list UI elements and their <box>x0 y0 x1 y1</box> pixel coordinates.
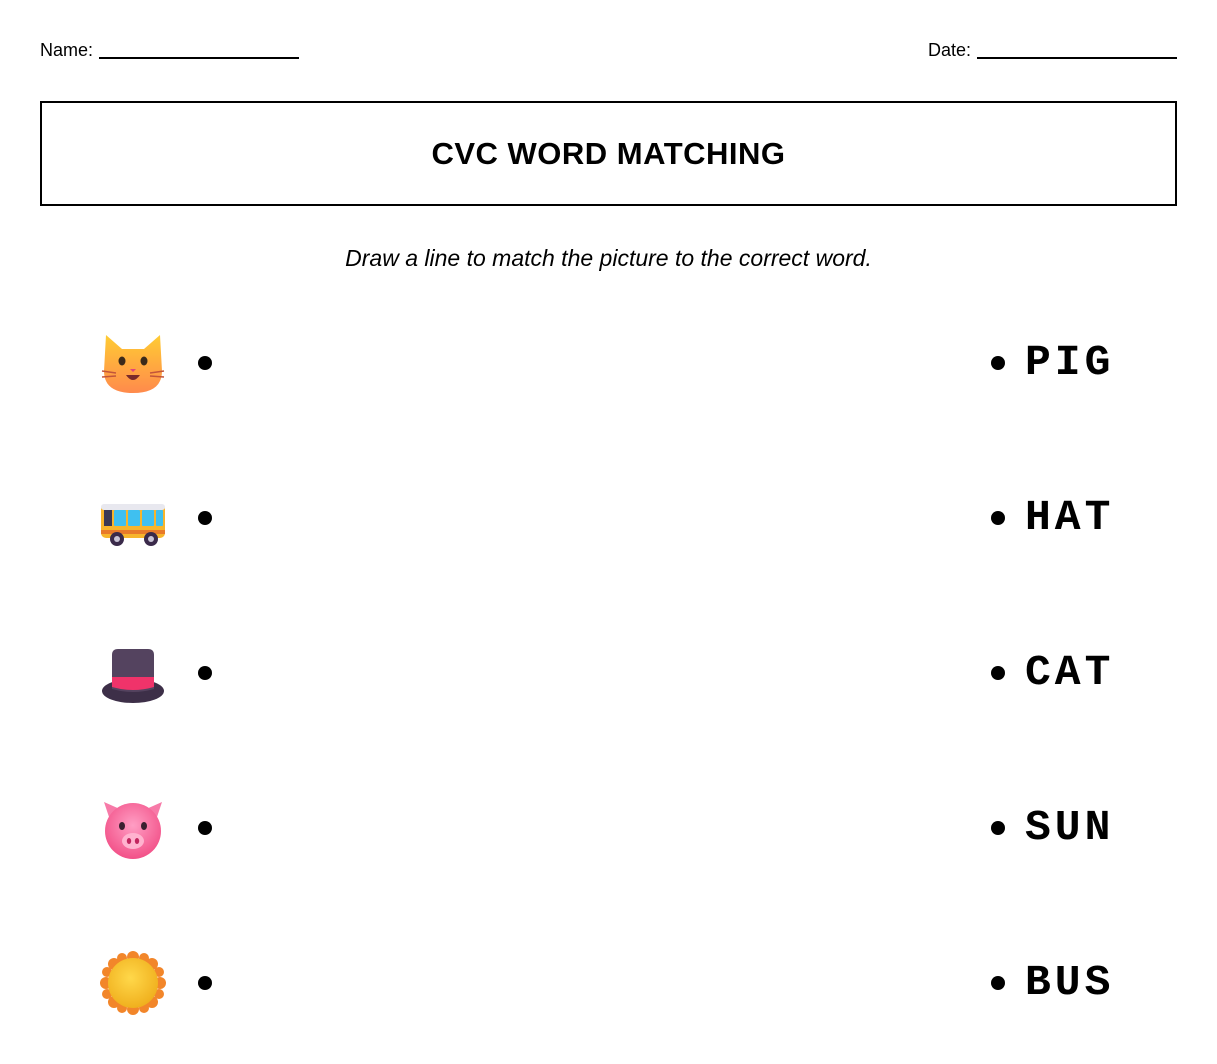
instruction-text: Draw a line to match the picture to the correct word. <box>345 245 872 271</box>
date-field <box>928 40 1177 61</box>
sun-icon <box>100 951 166 1015</box>
date-label: Date: <box>927 40 971 60</box>
match-row <box>0 633 1217 713</box>
picture-dot[interactable] <box>198 511 212 525</box>
word-label: SUN <box>1025 803 1115 852</box>
match-row <box>0 943 1217 1023</box>
bus-icon <box>100 486 166 550</box>
word-dot[interactable] <box>991 511 1005 525</box>
word-dot[interactable] <box>991 666 1005 680</box>
name-label: Name: <box>40 40 94 60</box>
picture-dot[interactable] <box>198 356 212 370</box>
top-hat-icon <box>100 641 166 705</box>
word-label: PIG <box>1025 338 1115 387</box>
word-dot[interactable] <box>991 821 1005 835</box>
name-blank-line[interactable] <box>99 43 299 59</box>
match-row <box>0 788 1217 868</box>
word-label: HAT <box>1025 493 1115 542</box>
picture-dot[interactable] <box>198 666 212 680</box>
word-dot[interactable] <box>991 976 1005 990</box>
title-box <box>40 101 1177 206</box>
pig-face-icon <box>100 796 166 860</box>
name-field <box>40 40 299 61</box>
word-label: CAT <box>1025 648 1115 697</box>
picture-dot[interactable] <box>198 976 212 990</box>
word-label: BUS <box>1025 958 1115 1007</box>
match-row <box>0 478 1217 558</box>
date-blank-line[interactable] <box>977 43 1177 59</box>
word-dot[interactable] <box>991 356 1005 370</box>
match-row <box>0 323 1217 403</box>
worksheet-title: CVC WORD MATCHING <box>431 135 786 171</box>
cat-face-icon <box>100 331 166 395</box>
picture-dot[interactable] <box>198 821 212 835</box>
